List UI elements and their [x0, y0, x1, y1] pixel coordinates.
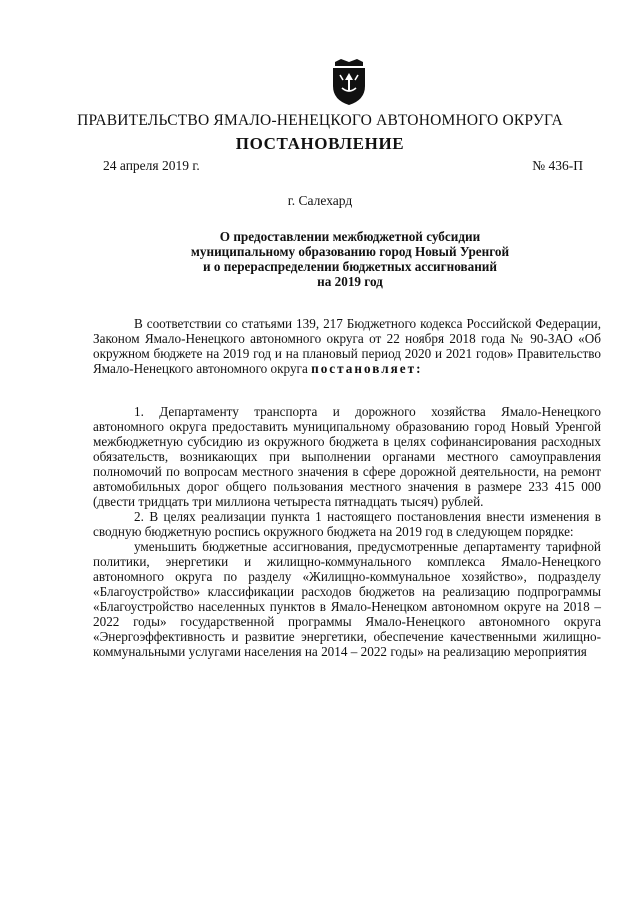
coat-of-arms-icon	[327, 58, 371, 106]
document-title	[150, 229, 550, 289]
document-type: ПОСТАНОВЛЕНИЕ	[235, 134, 405, 153]
document-date: 24 апреля 2019 г.	[103, 158, 200, 173]
preamble	[93, 316, 601, 376]
preamble-paragraph	[93, 316, 601, 376]
title-line: и о перераспределении бюджетных ассигнований	[202, 259, 498, 274]
title-line: О предоставлении межбюджетной субсидии	[219, 229, 481, 244]
paragraph-3: уменьшить бюджетные ассигнования, предусмотренные департаменту тарифной политики, энергетики и жилищно-коммунального комплекса Ямало-Ненецкого автономного округа по разделу «Жилищно-коммунальное хозяйство», подразделу «Благоустройство» классификации расходов бюджетов на реализацию подпрограммы «Благоустройство населенных пунктов в Ямало-Ненецком автономном округе на 2018 – 2022 годы» государственной программы Ямало-Ненецкого автономного округа «Энергоэффективность и развитие энергетики, обеспечение качественными жилищно-коммунальными услугами населения на 2014 – 2022 годы» на реализацию мероприятия	[93, 539, 601, 659]
document-city: г. Салехард	[287, 193, 353, 208]
document-number: № 436-П	[532, 158, 583, 173]
title-line: на 2019 год	[317, 274, 383, 289]
resolves-word: постановляет:	[311, 361, 423, 376]
paragraph-2: 2. В целях реализации пункта 1 настоящего постановления внести изменения в сводную бюджетную роспись окружного бюджета на 2019 год в следующем порядке:	[93, 509, 601, 539]
government-name: ПРАВИТЕЛЬСТВО ЯМАЛО-НЕНЕЦКОГО АВТОНОМНОГО ОКРУГА	[77, 112, 563, 129]
preamble-text: В соответствии со статьями 139, 217 Бюджетного кодекса Российской Федерации, Законом Ямало-Ненецкого автономного округа от 22 ноября 2018 года № 90-ЗАО «Об окружном бюджете на 2019 год и на плановый период 2020 и 2021 годов» Правительство Ямало-Ненецкого автономного округа	[93, 316, 601, 376]
paragraph-1: 1. Департаменту транспорта и дорожного хозяйства Ямало-Ненецкого автономного округа предоставить муниципальному образованию город Новый Уренгой межбюджетную субсидию из окружного бюджета в целях софинансирования расходных обязательств, возникающих при выполнении органами местного самоуправления полномочий по вопросам местного значения в сфере дорожной деятельности, на ремонт автомобильных дорог общего пользования местного значения в размере 233 415 000 (двести тридцать три миллиона четыреста пятнадцать тысяч) рублей.	[93, 404, 601, 509]
title-line: муниципальному образованию город Новый Уренгой	[190, 244, 510, 259]
document-body	[93, 404, 601, 659]
